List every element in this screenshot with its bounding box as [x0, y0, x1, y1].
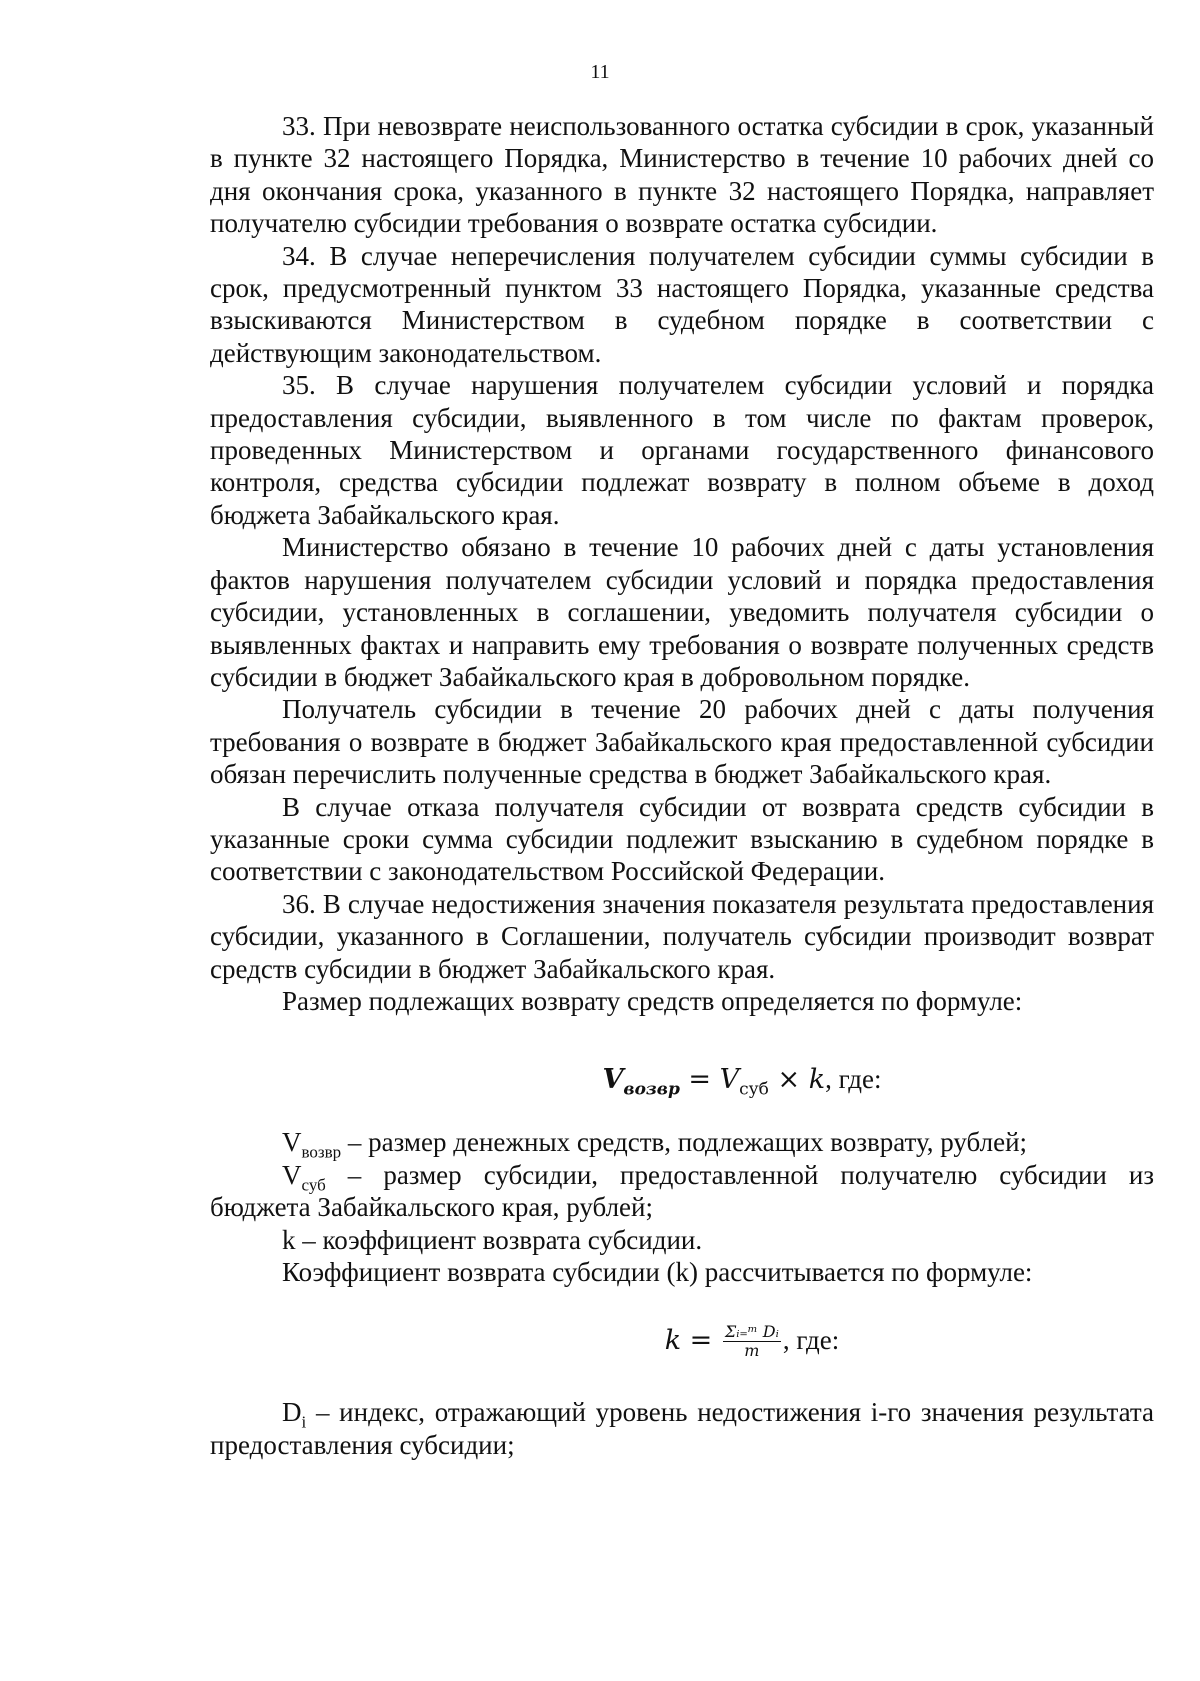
- formula-tail: , где:: [825, 1064, 882, 1095]
- definition-d-i: $D_i$ – индекс, отражающий уровень недостижения i-го значения результата предоставления субсидии;: [210, 1397, 1154, 1460]
- page-number: 11: [590, 61, 610, 83]
- paragraph-33: 33. При невозврате неиспользованного остатка субсидии в срок, указанный в пункте 32 настоящего Порядка, Министерство в течение 10 рабочих дней со дня окончания срока, указанного в пункте 32 настоящего Порядка, направляет получателю субсидии требования о возврате остатка субсидии.: [210, 111, 1154, 239]
- paragraph-36: 36. В случае недостижения значения показателя результата предоставления субсидии, указанного в Соглашении, получатель субсидии производит возврат средств субсидии в бюджет Забайкальского края.: [210, 888, 1154, 984]
- coefficient-formula: [210, 1322, 1154, 1360]
- refund-formula: [210, 1061, 1154, 1098]
- formula2-equals: =: [681, 1325, 721, 1357]
- paragraph-34: 34. В случае неперечисления получателем субсидии суммы субсидии в срок, предусмотренный пунктом 33 настоящего Порядка, указанные средства взыскиваются Министерством в судебном порядке в соответствии с действующим законодательством.: [210, 240, 1154, 368]
- formula-k: k: [808, 1064, 826, 1096]
- definition-k: k – коэффициент возврата субсидии.: [282, 1224, 703, 1255]
- formula-equals: =: [679, 1064, 720, 1096]
- paragraph-ministry-obligation: Министерство обязано в течение 10 рабочих дней с даты установления фактов нарушения получателем субсидии условий и порядка предоставления субсидии, установленных в соглашении, уведомить получателя субсидии о выявленных фактах и направить ему требования о возврате полученных средств субсидии в бюджет Забайкальского края в добровольном порядке.: [210, 532, 1154, 692]
- formula-v-subsidy: $V_{суб}$: [719, 1064, 769, 1100]
- formula2-numerator: Σᵢ₌ᵐ Dᵢ: [724, 1322, 779, 1342]
- formula2-denominator: m: [744, 1341, 760, 1361]
- document-body: [210, 110, 1154, 1461]
- formula2-fraction: [723, 1323, 781, 1360]
- paragraph-formula-intro: Размер подлежащих возврату средств определяется по формуле:: [282, 985, 1023, 1016]
- formula-v-refund: $V_{возвр}$: [602, 1064, 680, 1100]
- definition-v-subsidy: $V_{суб}$ – размер субсидии, предоставленной получателю субсидии из бюджета Забайкальского края, рублей;: [210, 1159, 1154, 1223]
- paragraph-refusal: В случае отказа получателя субсидии от возврата средств субсидии в указанные сроки сумма субсидии подлежит взысканию в судебном порядке в соответствии с законодательством Российской Федерации.: [210, 791, 1154, 887]
- k-formula-intro: Коэффициент возврата субсидии (k) рассчитывается по формуле:: [282, 1257, 1033, 1287]
- formula2-k: k: [664, 1325, 682, 1357]
- formula-times: ×: [768, 1064, 809, 1096]
- paragraph-recipient-obligation: Получатель субсидии в течение 20 рабочих дней с даты получения требования о возврате в бюджет Забайкальского края предоставленной субсидии обязан перечислить полученные средства в бюджет Забайкальского края.: [210, 694, 1154, 790]
- paragraph-35: 35. В случае нарушения получателем субсидии условий и порядка предоставления субсидии, выявленного в том числе по фактам проверок, проведенных Министерством и органами государственного финансового контроля, средства субсидии подлежат возврату в полном объеме в доход бюджета Забайкальского края.: [210, 370, 1154, 530]
- definition-v-refund: $V_{возвр}$ – размер денежных средств, подлежащих возврату, рублей;: [282, 1127, 1028, 1162]
- formula2-tail: , где:: [782, 1325, 840, 1356]
